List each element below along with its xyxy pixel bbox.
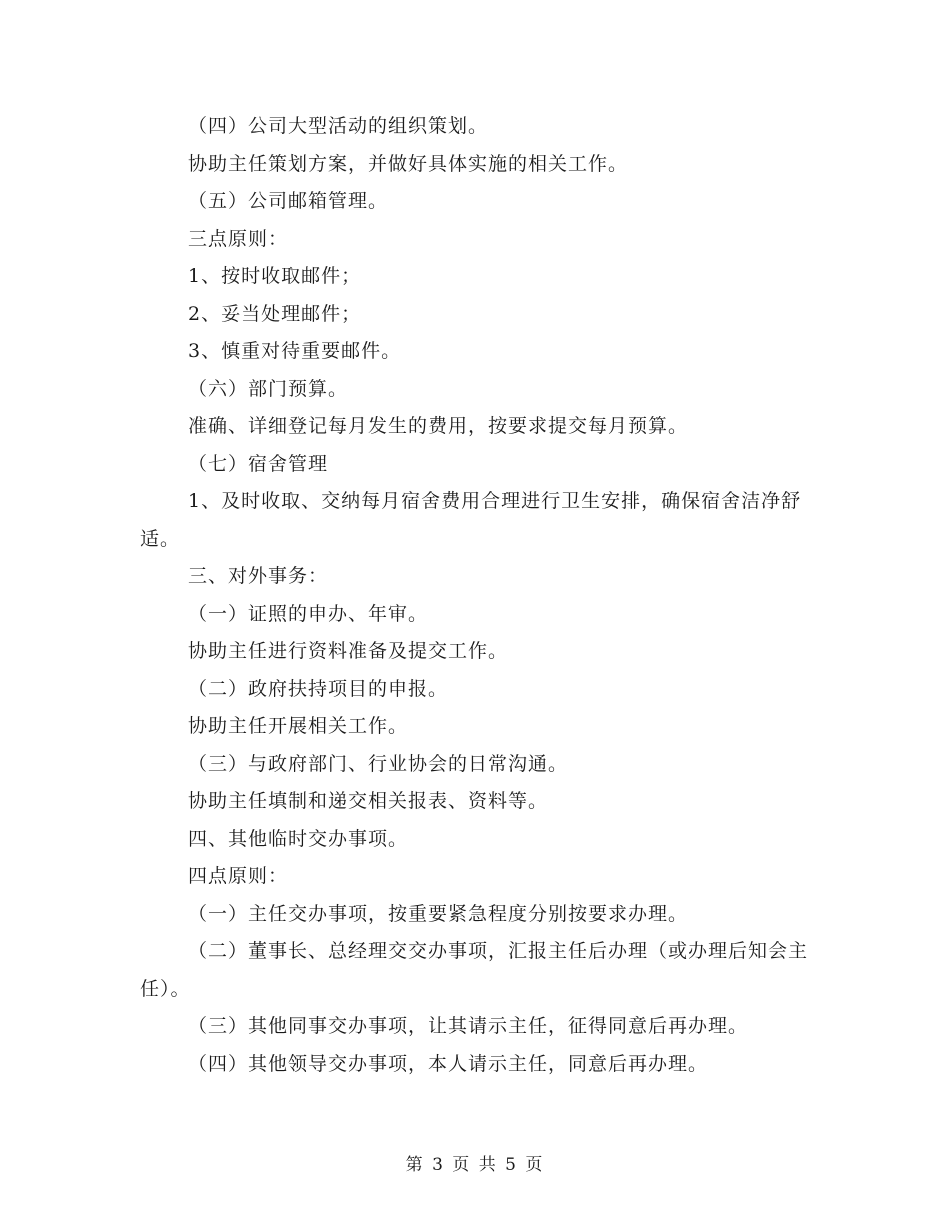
paragraph: （五）公司邮箱管理。 bbox=[188, 190, 389, 212]
paragraph: （三）其他同事交办事项，让其请示主任，征得同意后再办理。 bbox=[188, 1015, 749, 1037]
paragraph: （三）与政府部门、行业协会的日常沟通。 bbox=[188, 752, 569, 775]
paragraph: 四点原则： bbox=[188, 865, 289, 887]
paragraph: 1、及时收取、交纳每月宿舍费用合理进行卫生安排，确保宿舍洁净舒适。 bbox=[140, 490, 802, 550]
paragraph: （四）其他领导交办事项，本人请示主任，同意后再办理。 bbox=[188, 1052, 709, 1075]
paragraph: 协助主任开展相关工作。 bbox=[188, 715, 409, 737]
paragraph: 三点原则： bbox=[188, 227, 289, 250]
paragraph: （四）公司大型活动的组织策划。 bbox=[188, 115, 489, 137]
paragraph: 2、妥当处理邮件； bbox=[188, 302, 362, 325]
paragraph: （七）宿舍管理 bbox=[188, 452, 329, 475]
page-number-footer: 第 3 页 共 5 页 bbox=[405, 1155, 545, 1175]
paragraph: 准确、详细登记每月发生的费用，按要求提交每月预算。 bbox=[188, 415, 689, 437]
paragraph: 3、慎重对待重要邮件。 bbox=[188, 340, 402, 362]
paragraph: （一）主任交办事项，按重要紧急程度分别按要求办理。 bbox=[188, 902, 689, 925]
paragraph: 协助主任策划方案，并做好具体实施的相关工作。 bbox=[188, 152, 629, 175]
paragraph: （一）证照的申办、年审。 bbox=[188, 602, 429, 625]
paragraph: 协助主任填制和递交相关报表、资料等。 bbox=[188, 790, 549, 812]
paragraph: 四、其他临时交办事项。 bbox=[188, 827, 409, 850]
paragraph: （二）董事长、总经理交交办事项，汇报主任后办理（或办理后知会主任）。 bbox=[140, 940, 809, 1000]
document-body bbox=[140, 108, 810, 1083]
paragraph: 1、按时收取邮件； bbox=[188, 265, 362, 287]
paragraph: 协助主任进行资料准备及提交工作。 bbox=[188, 640, 509, 662]
paragraph: （六）部门预算。 bbox=[188, 377, 349, 400]
paragraph: （二）政府扶持项目的申报。 bbox=[188, 677, 449, 700]
paragraph: 三、对外事务： bbox=[188, 565, 329, 587]
